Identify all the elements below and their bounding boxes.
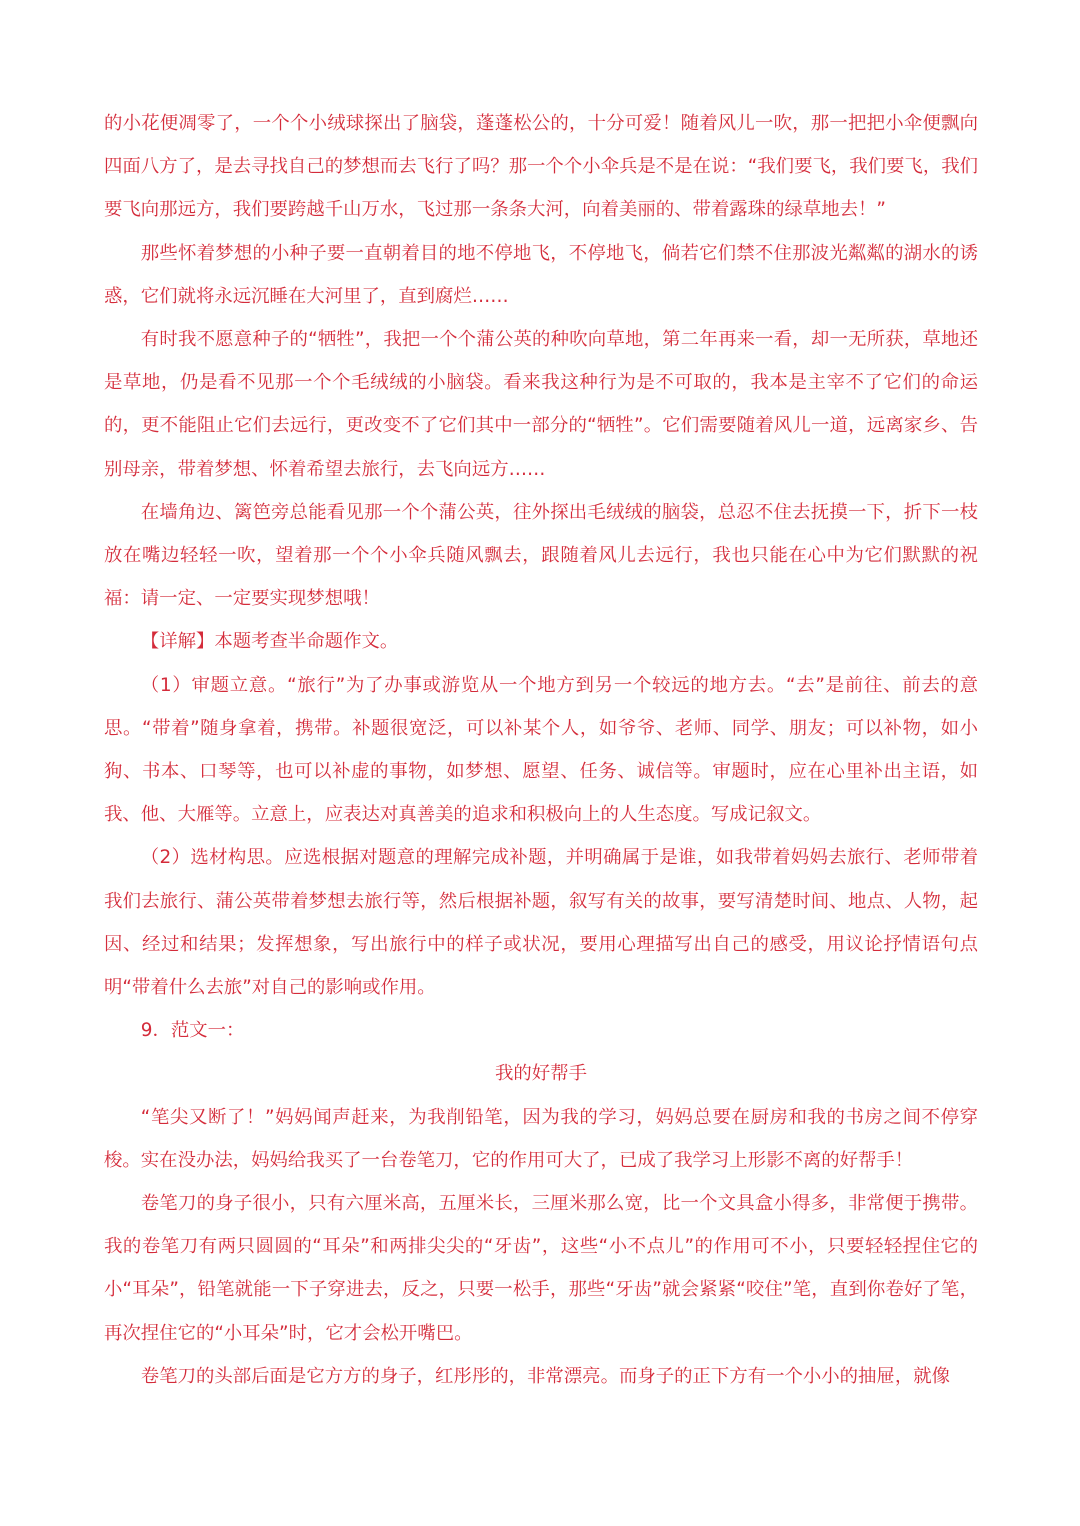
paragraph-seeds-sacrifice: 有时我不愿意种子的“牺牲”，我把一个个蒲公英的种吹向草地，第二年再来一看，却一无所获，草地还是草地，仍是看不见那一个个毛绒绒的小脑袋。看来我这种行为是不可取的，我本是主宰不了它们的命运的，更不能阻止它们去远行，更改变不了它们其中一部分的“牺牲”。它们需要随着风儿一道，远离家乡、告别母亲，带着梦想、怀着希望去旅行，去飞向远方…… — [104, 329, 978, 480]
paragraph-essay-intro: “笔尖又断了！”妈妈闻声赶来，为我削铅笔，因为我的学习，妈妈总要在厨房和我的书房之间不停穿梭。实在没办法，妈妈给我买了一台卷笔刀，它的作用可大了，已成了我学习上形影不离的好帮手！ — [104, 1106, 978, 1171]
paragraph-sample-label: 9．范文一： — [140, 1020, 245, 1042]
paragraph-dandelion-flight: 的小花便凋零了，一个个小绒球探出了脑袋，蓬蓬松公的，十分可爱！随着风儿一吹，那一把把小伞便飘向四面八方了，是去寻找自己的梦想而去飞行了吗？那一个个小伞兵是不是在说：“我们要飞，我们要飞，我们要飞向那远方，我们要跨越千山万水，飞过那一条条大河，向着美丽的、带着露珠的绿草地去！” — [104, 113, 978, 221]
paragraph-blessing: 在墙角边、篱笆旁总能看见那一个个蒲公英，往外探出毛绒绒的脑袋，总忍不住去抚摸一下，折下一枝放在嘴边轻轻一吹，望着那一个个小伞兵随风飘去，跟随着风儿去远行，我也只能在心中为它们默默的祝福：请一定、一定要实现梦想哦！ — [104, 501, 978, 610]
paragraph-seeds-dream: 那些怀着梦想的小种子要一直朝着目的地不停地飞，不停地飞，倘若它们禁不住那波光粼粼的湖水的诱惑，它们就将永远沉睡在大河里了，直到腐烂…… — [104, 242, 978, 307]
paragraph-essay-body-2: 卷笔刀的头部后面是它方方的身子，红彤彤的，非常漂亮。而身子的正下方有一个小小的抽屉，就像 — [140, 1365, 950, 1387]
paragraph-explanation-heading: 【详解】本题考查半命题作文。 — [140, 631, 399, 653]
paragraph-explanation-2: （2）选材构思。应选根据对题意的理解完成补题，并明确属于是谁，如我带着妈妈去旅行、老师带着我们去旅行、蒲公英带着梦想去旅行等，然后根据补题，叙写有关的故事，要写清楚时间、地点、人物，起因、经过和结果；发挥想象，写出旅行中的样子或状况，要用心理描写出自己的感受，用议论抒情语句点明“带着什么去旅”对自己的影响或作用。 — [104, 847, 978, 999]
document-body — [104, 102, 978, 1398]
paragraph-explanation-1: （1）审题立意。“旅行”为了办事或游览从一个地方到另一个较远的地方去。“去”是前往、前去的意思。“带着”随身拿着，携带。补题很宽泛，可以补某个人，如爷爷、老师、同学、朋友；可以补物，如小狗、书本、口琴等，也可以补虚的事物，如梦想、愿望、任务、诚信等。审题时，应在心里补出主语，如我、他、大雁等。立意上，应表达对真善美的追求和积极向上的人生态度。写成记叙文。 — [104, 674, 978, 826]
essay-title: 我的好帮手 — [495, 1063, 587, 1085]
paragraph-essay-body-1: 卷笔刀的身子很小，只有六厘米高，五厘米长，三厘米那么宽，比一个文具盒小得多，非常便于携带。我的卷笔刀有两只圆圆的“耳朵”和两排尖尖的“牙齿”，这些“小不点儿”的作用可不小，只要轻轻捏住它的小“耳朵”，铅笔就能一下子穿进去，反之，只要一松手，那些“牙齿”就会紧紧“咬住”笔，直到你卷好了笔，再次捏住它的“小耳朵”时，它才会松开嘴巴。 — [104, 1193, 978, 1344]
